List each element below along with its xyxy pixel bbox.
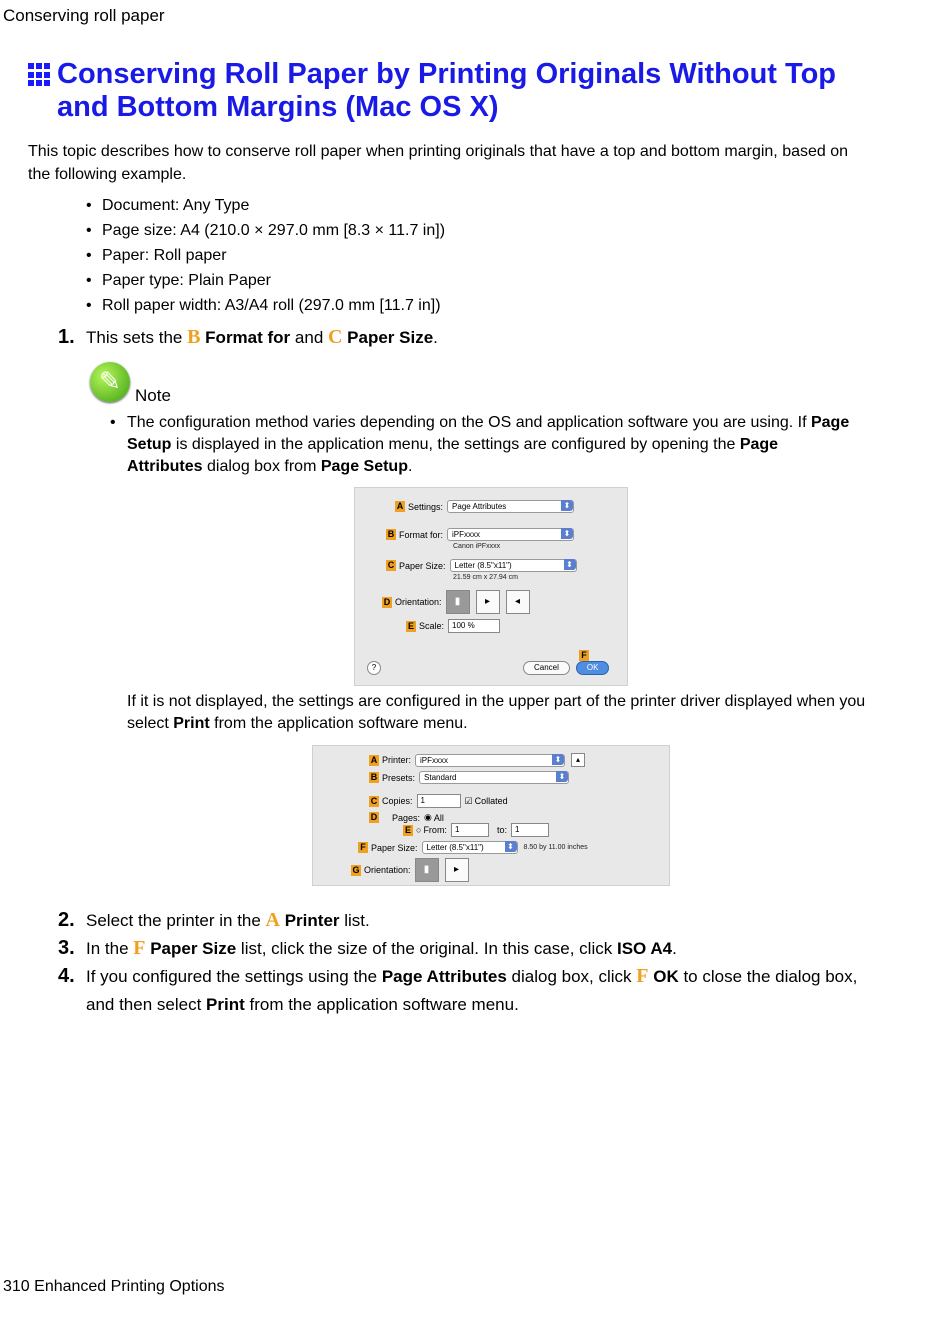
disclosure-triangle-icon[interactable]: ▴ — [571, 753, 585, 767]
key-badge: G — [352, 864, 360, 875]
orientation-label: Orientation: — [395, 597, 442, 607]
example-list — [86, 193, 445, 318]
format-sub: Canon iPFxxxx — [453, 543, 501, 550]
note-part: dialog box from — [202, 458, 321, 475]
cancel-button[interactable]: Cancel — [523, 661, 570, 675]
section-grid-icon — [28, 63, 52, 87]
step-text: list. — [339, 911, 370, 930]
key-letter-b: B — [187, 326, 201, 348]
paper-size-term: Paper Size — [342, 328, 434, 347]
ok-button[interactable]: OK — [576, 661, 610, 675]
size-note: 8.50 by 11.00 inches — [523, 844, 588, 851]
step-1 — [58, 323, 878, 352]
intro-paragraph: This topic describes how to conserve roll paper when printing originals that have a top and bottom margin, based on the following example. — [28, 143, 849, 183]
step-4 — [58, 962, 878, 1019]
format-for-popup[interactable]: iPFxxxx ⬍ — [447, 528, 574, 541]
settings-popup[interactable]: Page Attributes ⬍ — [447, 500, 574, 513]
scale-input[interactable]: 100 % — [448, 619, 500, 633]
step-number: 3. — [58, 937, 75, 959]
landscape-icon[interactable]: ▸ — [445, 858, 469, 882]
paper-size-popup[interactable]: Letter (8.5"x11") ⬍ — [450, 559, 577, 572]
from-input[interactable]: 1 — [451, 823, 489, 837]
portrait-icon[interactable]: ▮ — [415, 858, 439, 882]
collated-label: Collated — [474, 796, 508, 806]
key-badge: B — [387, 529, 395, 539]
paper-size-term: Paper Size — [145, 939, 237, 958]
pages-label: Pages: — [392, 812, 421, 823]
step-text: to close the dialog box, and then select — [86, 967, 858, 1014]
size-sub: 21.59 cm x 27.94 cm — [453, 574, 518, 581]
key-badge: C — [370, 795, 378, 806]
step-number: 2. — [58, 909, 75, 931]
note-pencil-icon — [90, 362, 130, 402]
step-3 — [58, 934, 878, 963]
step-text: dialog box, click — [506, 967, 637, 986]
presets-label: Presets: — [382, 772, 416, 783]
note-text — [110, 412, 850, 478]
page-attributes-term: Page Attributes — [381, 967, 507, 986]
from-label: From: — [423, 825, 447, 835]
copies-input[interactable]: 1 — [417, 794, 461, 808]
key-badge: F — [358, 842, 368, 853]
step-number: 1. — [58, 326, 75, 348]
note-part: is displayed in the application menu, the settings are configured by opening the — [171, 436, 740, 453]
step-text: This sets the — [86, 328, 188, 347]
printer-label: Printer: — [382, 755, 412, 765]
print-dialog-paragraph — [127, 691, 867, 735]
note-part: . — [407, 458, 413, 475]
key-badge: D — [383, 596, 391, 607]
key-letter-f: F — [636, 965, 649, 987]
running-header: Conserving roll paper — [3, 6, 165, 25]
list-item: • Paper type: Plain Paper — [86, 268, 445, 293]
note-label: Note — [135, 386, 171, 405]
help-button[interactable]: ? — [367, 661, 381, 675]
key-badge: F — [579, 650, 589, 661]
note-part: The configuration method varies depending on the OS and application software you are using. If — [127, 414, 811, 431]
iso-a4-term: ISO A4 — [616, 939, 673, 958]
note-bullet: • — [110, 414, 116, 431]
note-bold: Page Setup — [127, 414, 850, 453]
step-text: . — [672, 939, 677, 958]
page-title: Conserving Roll Paper by Printing Originals Without Top and Bottom Margins (Mac OS X) — [57, 58, 837, 123]
all-radio-icon[interactable]: ◉ — [424, 812, 432, 822]
step-text: . — [433, 328, 438, 347]
list-item: • Paper: Roll paper — [86, 243, 445, 268]
key-letter-a: A — [265, 909, 280, 931]
to-input[interactable]: 1 — [511, 823, 549, 837]
all-label: All — [433, 812, 444, 823]
step-text: list, click the size of the original. In this case, click — [236, 939, 617, 958]
note-bold: Page Attributes — [127, 436, 779, 475]
to-label: to: — [496, 825, 507, 835]
list-item: • Document: Any Type — [86, 193, 445, 218]
collated-checkbox[interactable]: ☑ — [464, 795, 473, 806]
print-term: Print — [206, 995, 245, 1014]
paper-size-popup[interactable]: Letter (8.5"x11") ⬍ — [422, 841, 518, 854]
list-item: • Page size: A4 (210.0 × 297.0 mm [8.3 × 11.7 in]) — [86, 218, 445, 243]
copies-label: Copies: — [382, 796, 413, 806]
step-text: and — [290, 328, 328, 347]
ok-term: OK — [648, 967, 679, 986]
format-for-label: Format for: — [399, 529, 444, 540]
para-part: from the application software menu. — [209, 715, 468, 732]
key-badge: D — [370, 812, 378, 822]
page-attributes-dialog — [354, 487, 628, 686]
paper-size-label: Paper Size: — [371, 842, 418, 853]
step-text: If you configured the settings using the — [86, 967, 382, 986]
format-for-term: Format for — [200, 328, 291, 347]
key-badge: A — [396, 501, 404, 511]
key-badge: E — [407, 620, 414, 631]
step-text: from the application software menu. — [244, 995, 519, 1014]
print-dialog — [312, 745, 670, 886]
para-part: If it is not displayed, the settings are configured in the upper part of the printer driver displayed when you select — [127, 693, 866, 732]
key-letter-f: F — [133, 937, 146, 959]
note-bold: Page Setup — [320, 458, 408, 475]
settings-label: Settings: — [408, 501, 444, 512]
portrait-icon[interactable]: ▮ — [446, 590, 470, 614]
printer-term: Printer — [280, 911, 340, 930]
paper-size-label: Paper Size: — [399, 560, 446, 571]
printer-popup[interactable]: iPFxxxx ⬍ — [415, 754, 565, 767]
print-term: Print — [173, 715, 210, 732]
key-badge: C — [387, 560, 395, 570]
page-footer: 310 Enhanced Printing Options — [3, 1278, 225, 1295]
step-2 — [58, 906, 878, 935]
from-radio-icon[interactable]: ○ — [416, 825, 422, 835]
key-badge: A — [370, 754, 378, 765]
list-item: • Roll paper width: A3/A4 roll (297.0 mm [11.7 in]) — [86, 293, 445, 318]
landscape-reverse-icon[interactable]: ◂ — [506, 590, 530, 614]
step-number: 4. — [58, 965, 75, 987]
key-badge: E — [404, 824, 411, 835]
landscape-icon[interactable]: ▸ — [476, 590, 500, 614]
orientation-label: Orientation: — [364, 865, 411, 875]
key-badge: B — [370, 772, 378, 782]
step-text: In the — [86, 939, 134, 958]
scale-label: Scale: — [419, 621, 445, 631]
step-text: Select the printer in the — [86, 911, 266, 930]
key-letter-c: C — [328, 326, 343, 348]
presets-popup[interactable]: Standard ⬍ — [419, 771, 569, 784]
